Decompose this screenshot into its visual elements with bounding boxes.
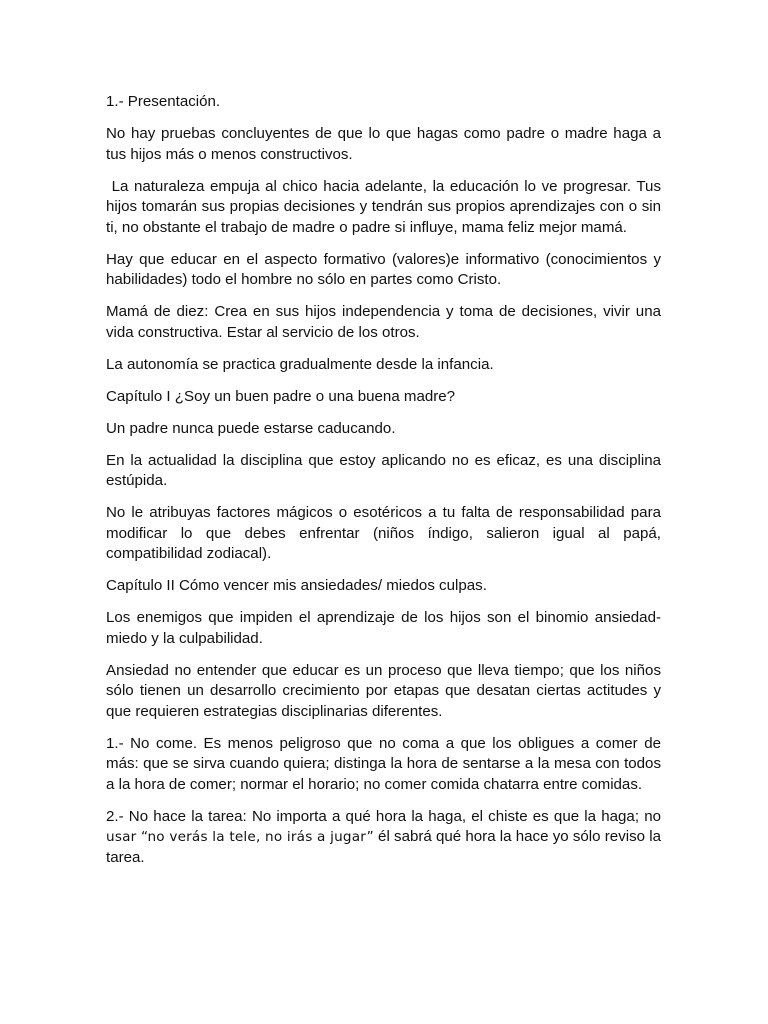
paragraph-presentation-heading: 1.- Presentación. xyxy=(106,93,221,110)
document-page xyxy=(106,92,661,880)
paragraph-chapter-1-heading: Capítulo I ¿Soy un buen padre o una buena madre? xyxy=(106,387,456,405)
paragraph-nature: La naturaleza empuja al chico hacia adelante, la educación lo ve progresar. Tus hijos tomarán sus propias decisiones y tendrán sus propios aprendizajes con o sin ti, no obstante el trabajo de madre o padre si influye, mama feliz mejor mamá. xyxy=(106,177,661,236)
paragraph-discipline: En la actualidad la disciplina que estoy aplicando no es eficaz, es una disciplina estúpida. xyxy=(106,451,661,489)
homework-text-part3: él sabrá qué hora la hace yo sólo reviso la tarea. xyxy=(106,828,661,866)
paragraph-mama-de-diez: Mamá de diez: Crea en sus hijos independencia y toma de decisiones, vivir una vida constructiva. Estar al servicio de los otros. xyxy=(106,303,661,341)
paragraph-educate-aspects: Hay que educar en el aspecto formativo (valores)e informativo (conocimientos y habilidades) todo el hombre no sólo en partes como Cristo. xyxy=(106,250,661,288)
paragraph-no-evidence: No hay pruebas concluyentes de que lo que hagas como padre o madre haga a tus hijos más o menos constructivos. xyxy=(106,125,661,163)
paragraph-parent-caducando: Un padre nunca puede estarse caducando. xyxy=(106,419,396,437)
paragraph-chapter-2-heading: Capítulo II Cómo vencer mis ansiedades/ miedos culpas. xyxy=(106,577,487,594)
paragraph-enemies: Los enemigos que impiden el aprendizaje de los hijos son el binomio ansiedad-miedo y la culpabilidad. xyxy=(106,609,661,647)
paragraph-no-homework xyxy=(106,807,661,869)
paragraph-no-come: 1.- No come. Es menos peligroso que no coma a que los obligues a comer de más: que se sirva cuando quiera; distinga la hora de sentarse a la mesa con todos a la hora de comer; normar el horario; no comer comida chatarra entre comidas. xyxy=(106,734,661,793)
paragraph-magic-factors: No le atribuyas factores mágicos o esotéricos a tu falta de responsabilidad para modificar lo que debes enfrentar (niños índigo, salieron igual al papá, compatibilidad zodiacal). xyxy=(106,504,661,562)
homework-quote: usar “no verás la tele, no irás a jugar” xyxy=(106,829,374,845)
paragraph-anxiety: Ansiedad no entender que educar es un proceso que lleva tiempo; que los niños sólo tienen un desarrollo crecimiento por etapas que desatan ciertas actitudes y que requieren estrategias disciplinarias diferentes. xyxy=(106,661,661,720)
paragraph-autonomy: La autonomía se practica gradualmente desde la infancia. xyxy=(106,355,494,373)
homework-text-part1: 2.- No hace la tarea: No importa a qué hora la haga, el chiste es que la haga; no xyxy=(106,807,661,825)
